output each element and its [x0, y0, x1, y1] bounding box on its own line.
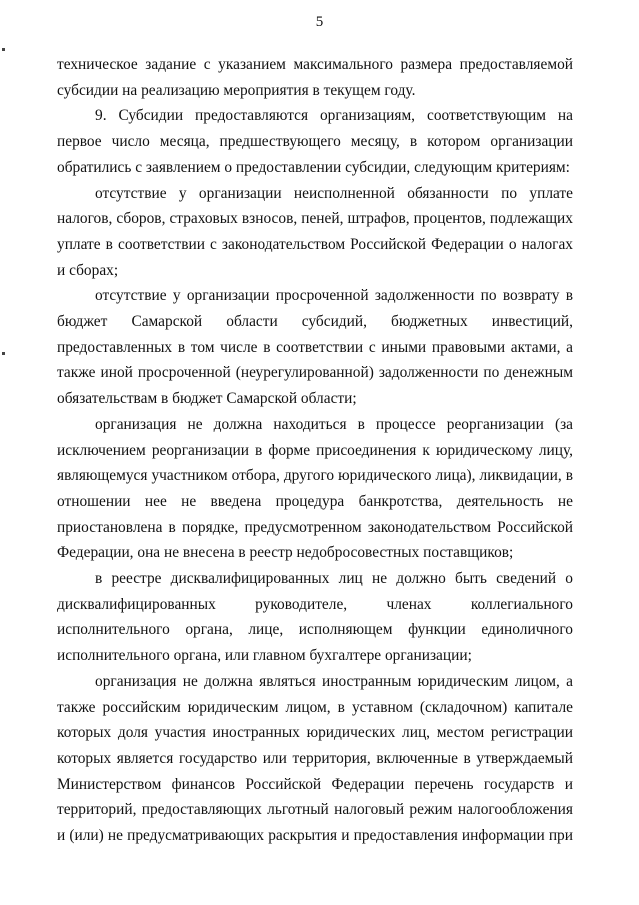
paragraph: отсутствие у организации просроченной задолженности по возврату в бюджет Самарской области субсидий, бюджетных инвестиций, предоставленных в том числе в соответствии с иными правовыми актами, а также иной просроченной (неурегулированной) задолженности по денежным обязательствам в бюджет Самарской области;	[57, 287, 573, 408]
paragraph: техническое задание с указанием максимального размера предоставляемой субсидии на реализацию мероприятия в текущем году.	[57, 56, 573, 99]
scan-artifact	[2, 48, 5, 51]
paragraph: организация не должна являться иностранным юридическим лицом, а также российским юридическим лицом, в уставном (складочном) капитале которых доля участия иностранных юридических лиц, местом регистрации которых является государство или территория, включенные в утверждаемый Министерством финансов Российской Федерации перечень государств и территорий, предоставляющих льготный налоговый режим налогообложения и (или) не предусматривающих раскрытия и предоставления информации при	[57, 672, 573, 845]
paragraph: отсутствие у организации неисполненной обязанности по уплате налогов, сборов, страховых взносов, пеней, штрафов, процентов, подлежащих уплате в соответствии с законодательством Российской Федерации о налогах и сборах;	[57, 184, 573, 279]
scan-artifact	[2, 352, 5, 355]
document-body	[57, 52, 573, 849]
paragraph: организация не должна находиться в процессе реорганизации (за исключением реорганизации в форме присоединения к юридическому лицу, являющемуся участником отбора, другого юридического лица), ликвидации, в отношении нее не введена процедура банкротства, деятельность не приостановлена в порядке, предусмотренном законодательством Российской Федерации, она не внесена в реестр недобросовестных поставщиков;	[57, 415, 573, 562]
paragraph: в реестре дисквалифицированных лиц не должно быть сведений о дисквалифицированных руководителе, членах коллегиального исполнительного органа, лице, исполняющем функции единоличного исполнительного органа, или главном бухгалтере организации;	[57, 570, 573, 665]
paragraph: 9. Субсидии предоставляются организациям, соответствующим на первое число месяца, предшествующего месяцу, в котором организации обратились с заявлением о предоставлении субсидии, следующим критериям:	[57, 107, 573, 176]
page-number: 5	[315, 14, 324, 30]
